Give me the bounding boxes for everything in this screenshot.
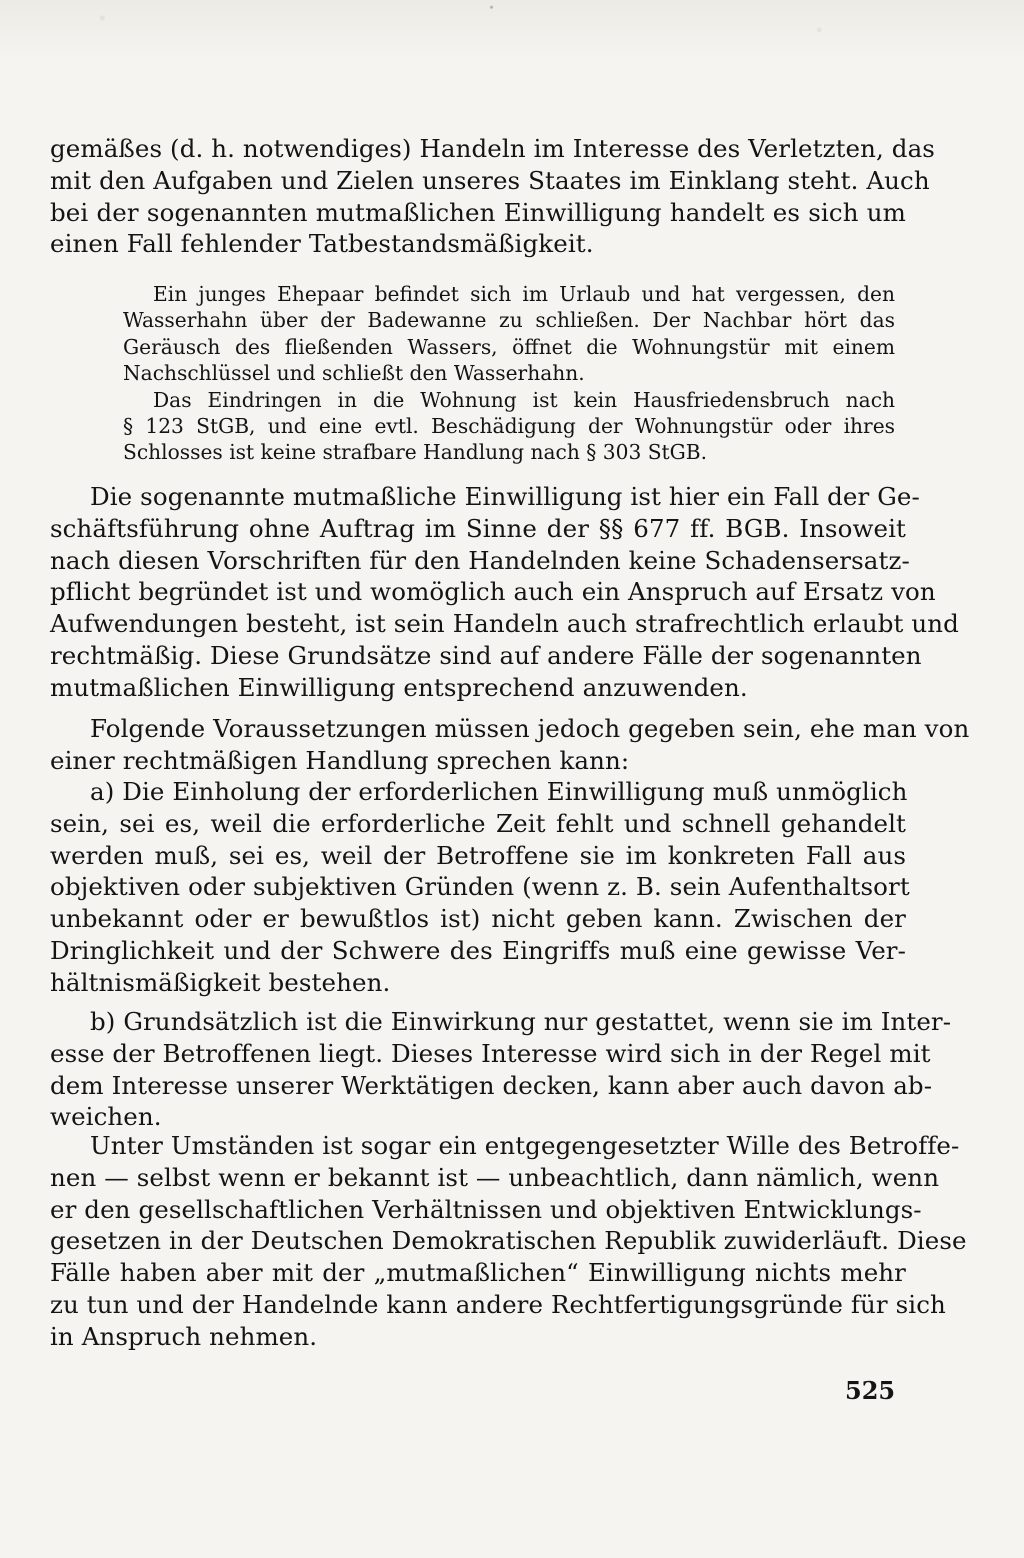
- text-line: Folgende Voraussetzungen müssen jedoch gegeben sein, ehe man von: [90, 714, 970, 743]
- text-line: mit den Aufgaben und Zielen unseres Staates im Einklang steht. Auch: [50, 165, 930, 195]
- text-line: einen Fall fehlender Tatbestandsmäßigkeit.: [50, 229, 594, 259]
- text-line: bei der sogenannten mutmaßlichen Einwilligung handelt es sich um: [50, 197, 906, 227]
- text-line: weichen.: [50, 1102, 162, 1132]
- text-line: in Anspruch nehmen.: [50, 1321, 318, 1351]
- text-line: Aufwendungen besteht, ist sein Handeln auch strafrechtlich erlaubt und: [50, 609, 959, 639]
- text-line: werden muß, sei es, weil der Betroffene sie im konkreten Fall aus: [50, 840, 906, 870]
- text-line: Unter Umständen ist sogar ein entgegengesetzter Wille des Betroffe-: [90, 1131, 960, 1160]
- example-line: Nachschlüssel und schließt den Wasserhahn.: [123, 361, 585, 386]
- text-line: nach diesen Vorschriften für den Handelnden keine Schadensersatz-: [50, 545, 910, 575]
- text-line: nen — selbst wenn er bekannt ist — unbeachtlich, dann nämlich, wenn: [50, 1162, 940, 1192]
- paragraph-2: [50, 481, 959, 704]
- text-line: pflicht begründet ist und womöglich auch ein Anspruch auf Ersatz von: [50, 577, 936, 607]
- paragraph-1: [50, 133, 935, 260]
- text-line: zu tun und der Handelnde kann andere Rechtfertigungsgründe für sich: [50, 1289, 946, 1319]
- text-line: gesetzen in der Deutschen Demokratischen Republik zuwiderläuft. Diese: [50, 1226, 967, 1256]
- text-line: Die sogenannte mutmaßliche Einwilligung ist hier ein Fall der Ge-: [90, 482, 920, 511]
- example-line: § 123 StGB, und eine evtl. Beschädigung der Wohnungstür oder ihres: [123, 414, 895, 439]
- text-line: objektiven oder subjektiven Gründen (wenn z. B. sein Aufenthaltsort: [50, 872, 910, 902]
- example-line: Geräusch des fließenden Wassers, öffnet die Wohnungstür mit einem: [123, 334, 895, 359]
- text-line: dem Interesse unserer Werktätigen decken, kann aber auch davon ab-: [50, 1070, 933, 1100]
- example-line: Ein junges Ehepaar befindet sich im Urlaub und hat vergessen, den: [153, 282, 895, 306]
- example-block: [123, 281, 895, 466]
- text-line: er den gesellschaftlichen Verhältnissen und objektiven Entwicklungs-: [50, 1194, 922, 1224]
- paragraph-a: [50, 776, 910, 999]
- paragraph-3: [50, 713, 970, 777]
- text-line: b) Grundsätzlich ist die Einwirkung nur gestattet, wenn sie im Inter-: [90, 1007, 952, 1036]
- text-line: sein, sei es, weil die erforderliche Zeit fehlt und schnell gehandelt: [50, 808, 906, 838]
- text-line: mutmaßlichen Einwilligung entsprechend anzuwenden.: [50, 672, 748, 702]
- example-line: Das Eindringen in die Wohnung ist kein Hausfriedensbruch nach: [153, 387, 895, 412]
- text-line: unbekannt oder er bewußtlos ist) nicht geben kann. Zwischen der: [50, 904, 906, 934]
- paragraph-b: [50, 1006, 952, 1133]
- example-line: Schlosses ist keine strafbare Handlung nach § 303 StGB.: [123, 440, 708, 465]
- text-line: einer rechtmäßigen Handlung sprechen kann:: [50, 745, 630, 775]
- text-line: gemäßes (d. h. notwendiges) Handeln im Interesse des Verletzten, das: [50, 134, 935, 163]
- page-top-edge: [0, 0, 1024, 60]
- paragraph-6: [50, 1130, 967, 1353]
- example-line: Wasserhahn über der Badewanne zu schließen. Der Nachbar hört das: [123, 308, 895, 333]
- text-line: a) Die Einholung der erforderlichen Einwilligung muß unmöglich: [90, 777, 908, 806]
- text-line: schäftsführung ohne Auftrag im Sinne der §§ 677 ff. BGB. Insoweit: [50, 513, 906, 543]
- text-line: rechtmäßig. Diese Grundsätze sind auf andere Fälle der sogenannten: [50, 640, 922, 670]
- text-line: hältnismäßigkeit bestehen.: [50, 967, 391, 997]
- page-number: 525: [845, 1376, 896, 1405]
- text-line: esse der Betroffenen liegt. Dieses Interesse wird sich in der Regel mit: [50, 1038, 931, 1068]
- text-line: Fälle haben aber mit der „mutmaßlichen“ Einwilligung nichts mehr: [50, 1258, 906, 1288]
- text-line: Dringlichkeit und der Schwere des Eingriffs muß eine gewisse Ver-: [50, 935, 906, 965]
